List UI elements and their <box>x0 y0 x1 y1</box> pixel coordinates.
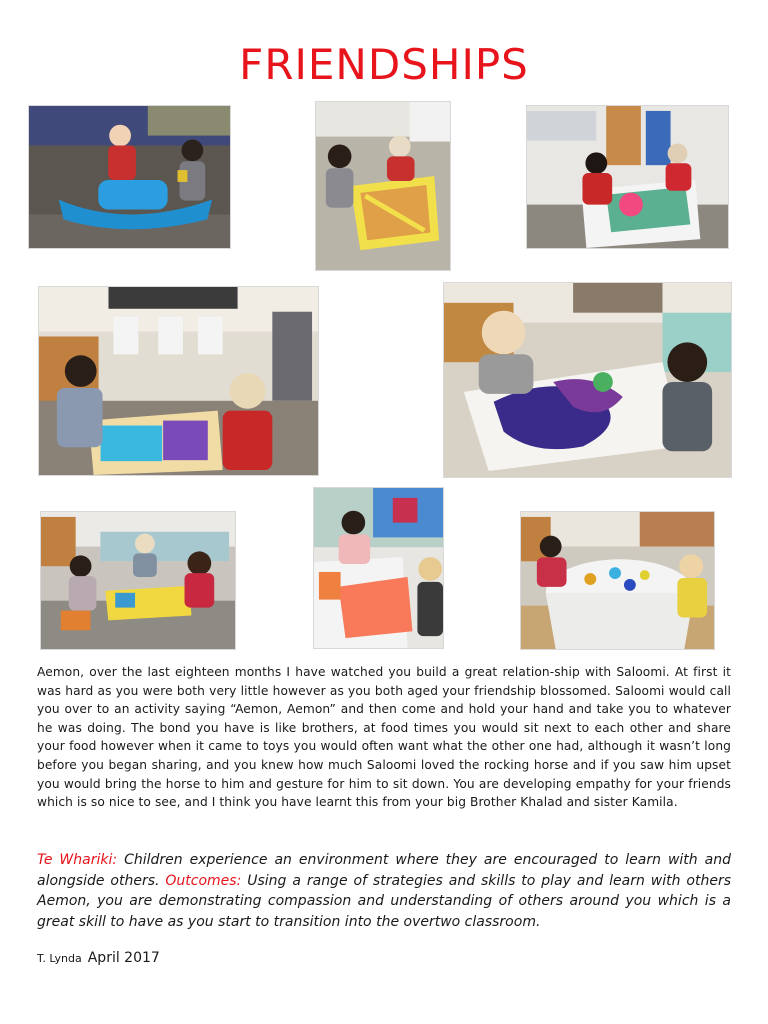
photo-playdough-table <box>520 511 715 650</box>
photo-painting-table <box>526 105 729 249</box>
story-paragraph: Aemon, over the last eighteen months I have watched you build a great relation-ship with Saloomi. At first it was hard as you were both very little however as you both aged your friendship blossomed. Saloomi would call you over to an activity saying “Aemon, Aemon” and then come and hold your hand and take you to whatever he was doing. The bond you have is like brothers, at food times you would sit next to each other and share your food however when it came to toys you would often want what the other one had, although it wasn’t long before you began sharing, and you knew how much Saloomi loved the rocking horse and if you saw him upset you would bring the horse to him and gesture for him to sit down. You are developing empathy for your friends which is so nice to see, and I think you have learnt this from your big Brother Khalad and sister Kamila. <box>37 665 731 810</box>
signature-date: April 2017 <box>87 950 160 966</box>
photo-finger-painting <box>443 282 732 478</box>
signature-author: T. Lynda <box>37 952 82 965</box>
te-whariki-label: Te Whariki: <box>37 852 118 868</box>
photo-sand-tray <box>315 101 451 271</box>
curriculum-statement <box>37 850 731 932</box>
signature-line <box>37 950 160 966</box>
photo-group-table <box>40 511 236 650</box>
outcomes-text: Using a range of strategies and skills to play and learn with others Aemon, you are demonstrating compassion and understanding of others around you which is a great skill to have as you start to transition into the overtwo classroom. <box>37 872 731 930</box>
te-whariki-text: Children experience an environment where they are encouraged to learn with and alongside others. <box>37 852 731 889</box>
photo-drawing-table <box>38 286 319 476</box>
photo-orange-paper <box>313 487 444 649</box>
outcomes-label: Outcomes: <box>165 872 242 889</box>
photo-rocking-horse <box>28 105 231 249</box>
page-title: FRIENDSHIPS <box>239 40 529 89</box>
